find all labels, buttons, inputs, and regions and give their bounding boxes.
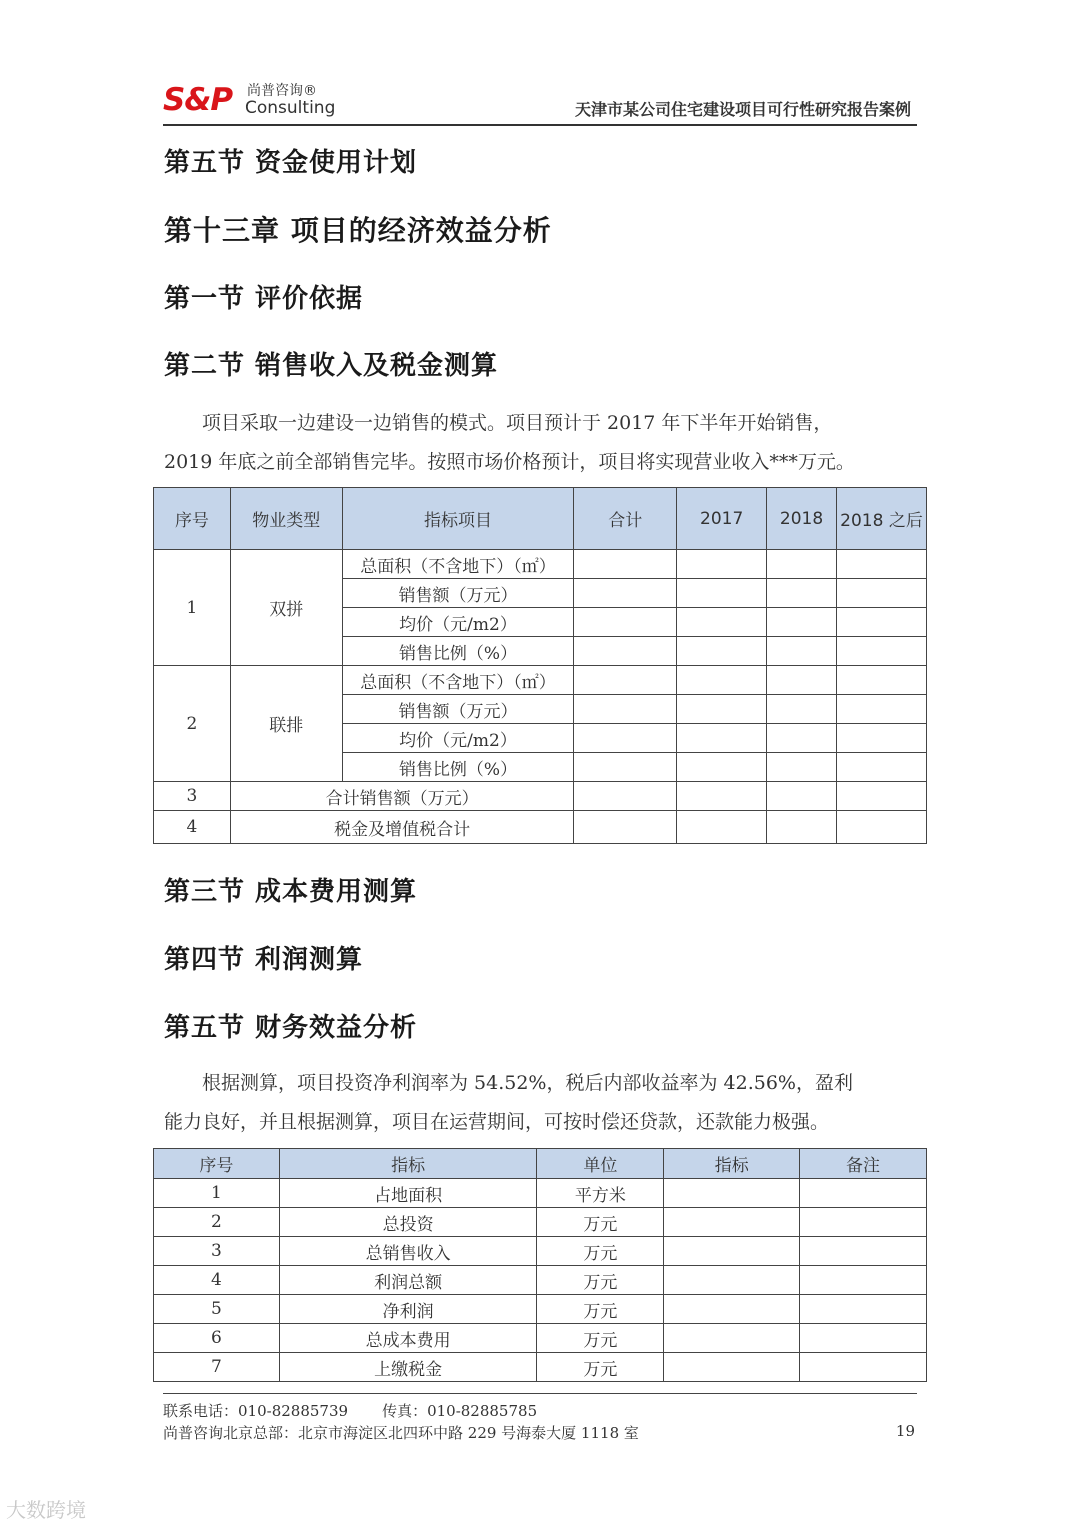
table-row [154,811,927,844]
indicator-item: 均价（元/m2） [342,724,574,753]
value-cell [574,695,677,724]
summary-label: 税金及增值税合计 [230,811,573,844]
document-title: 天津市某公司住宅建设项目可行性研究报告案例 [574,100,911,119]
row-number: 4 [154,1266,280,1295]
page-footer [163,1393,917,1442]
paragraph-line: 能力良好，并且根据测算，项目在运营期间，可按时偿还贷款，还款能力极强。 [164,1111,830,1133]
table-header-cell: 2018 之后 [837,488,927,550]
indicator-item: 总面积（不含地下）（㎡） [342,550,574,579]
indicator-item: 总面积（不含地下）（㎡） [342,666,574,695]
note-cell [800,1208,927,1237]
paragraph-line: 项目采取一边建设一边销售的模式。项目预计于 2017 年下半年开始销售， [202,412,833,434]
chapter-heading: 第十三章 项目的经济效益分析 [164,214,552,247]
value-cell [677,724,767,753]
indicator-name: 总成本费用 [279,1324,537,1353]
value-cell [574,724,677,753]
value-cell [574,782,677,811]
value-cell [664,1208,800,1237]
table-row [154,1324,927,1353]
value-cell [677,579,767,608]
table-row [154,1295,927,1324]
row-number: 3 [154,1237,280,1266]
table-row [154,1353,927,1382]
table-header-cell: 指标 [664,1149,800,1179]
unit: 万元 [537,1353,664,1382]
indicator-item: 销售比例（%） [342,753,574,782]
table-row [154,1266,927,1295]
value-cell [574,637,677,666]
indicator-name: 总投资 [279,1208,537,1237]
value-cell [664,1324,800,1353]
table-header-row [154,488,927,550]
table-row [154,550,927,579]
row-number: 4 [154,811,231,844]
row-number: 2 [154,666,231,782]
value-cell [767,782,837,811]
value-cell [664,1353,800,1382]
value-cell [677,811,767,844]
value-cell [767,550,837,579]
note-cell [800,1353,927,1382]
unit: 万元 [537,1295,664,1324]
indicator-name: 上缴税金 [279,1353,537,1382]
value-cell [574,753,677,782]
sales-paragraph [164,404,918,482]
value-cell [677,753,767,782]
value-cell [574,666,677,695]
note-cell [800,1179,927,1208]
table-row [154,1179,927,1208]
unit: 万元 [537,1237,664,1266]
indicator-name: 占地面积 [279,1179,537,1208]
section-heading-fund-plan: 第五节 资金使用计划 [164,148,418,178]
value-cell [664,1266,800,1295]
table-header-cell: 序号 [154,488,231,550]
note-cell [800,1295,927,1324]
row-number: 6 [154,1324,280,1353]
row-number: 3 [154,782,231,811]
row-number: 1 [154,550,231,666]
logo-mark: S&P [163,82,233,118]
value-cell [837,666,927,695]
value-cell [574,811,677,844]
table-header-cell: 指标 [279,1149,537,1179]
value-cell [677,666,767,695]
table-header-cell: 2018 [767,488,837,550]
footer-phone: 联系电话：010-82885739 [163,1402,349,1420]
value-cell [767,695,837,724]
value-cell [837,724,927,753]
note-cell [800,1324,927,1353]
footer-address: 尚普咨询北京总部：北京市海淀区北四环中路 229 号海泰大厦 1118 室 [163,1424,639,1442]
value-cell [837,811,927,844]
indicator-item: 销售额（万元） [342,579,574,608]
table-header-cell: 指标项目 [342,488,574,550]
value-cell [574,579,677,608]
financial-paragraph [164,1064,918,1142]
property-type: 双拼 [230,550,342,666]
row-number: 7 [154,1353,280,1382]
paragraph-line: 2019 年底之前全部销售完毕。按照市场价格预计，项目将实现营业收入***万元。 [164,451,855,473]
table-header-row [154,1149,927,1179]
value-cell [664,1179,800,1208]
value-cell [837,637,927,666]
value-cell [767,579,837,608]
value-cell [677,695,767,724]
row-number: 1 [154,1179,280,1208]
indicator-item: 均价（元/m2） [342,608,574,637]
footer-contact [163,1400,537,1421]
sales-table [153,487,927,844]
value-cell [837,579,927,608]
section-heading-financial: 第五节 财务效益分析 [164,1013,418,1043]
value-cell [664,1295,800,1324]
footer-fax: 传真：010-82885785 [382,1402,538,1420]
section-heading-sales: 第二节 销售收入及税金测算 [164,351,499,381]
section-heading-profit: 第四节 利润测算 [164,945,364,975]
table-row [154,1237,927,1266]
value-cell [677,637,767,666]
watermark: 大数跨境 [6,1498,86,1522]
section-heading-basis: 第一节 评价依据 [164,284,364,314]
value-cell [767,637,837,666]
value-cell [767,753,837,782]
table-header-cell: 备注 [800,1149,927,1179]
paragraph-line: 根据测算，项目投资净利润率为 54.52%，税后内部收益率为 42.56%，盈利 [202,1072,853,1094]
value-cell [574,608,677,637]
indicator-name: 利润总额 [279,1266,537,1295]
indicator-item: 销售比例（%） [342,637,574,666]
indicator-name: 总销售收入 [279,1237,537,1266]
table-header-cell: 合计 [574,488,677,550]
value-cell [767,608,837,637]
property-type: 联排 [230,666,342,782]
financial-indicators-table [153,1148,927,1382]
table-row [154,782,927,811]
value-cell [767,724,837,753]
summary-label: 合计销售额（万元） [230,782,573,811]
value-cell [677,782,767,811]
value-cell [677,550,767,579]
logo-cn-text: 尚普咨询® [247,83,317,99]
note-cell [800,1266,927,1295]
value-cell [837,550,927,579]
table-row [154,1208,927,1237]
logo-en-text: Consulting [245,98,336,118]
value-cell [574,550,677,579]
value-cell [664,1237,800,1266]
note-cell [800,1237,927,1266]
section-heading-cost: 第三节 成本费用测算 [164,877,418,907]
row-number: 5 [154,1295,280,1324]
table-row [154,666,927,695]
page-number: 19 [895,1422,915,1440]
table-header-cell: 单位 [537,1149,664,1179]
value-cell [677,608,767,637]
indicator-name: 净利润 [279,1295,537,1324]
value-cell [837,608,927,637]
unit: 平方米 [537,1179,664,1208]
table-header-cell: 序号 [154,1149,280,1179]
row-number: 2 [154,1208,280,1237]
unit: 万元 [537,1208,664,1237]
page-header [163,74,917,126]
value-cell [837,695,927,724]
table-header-cell: 物业类型 [230,488,342,550]
value-cell [767,811,837,844]
value-cell [837,753,927,782]
value-cell [837,782,927,811]
unit: 万元 [537,1324,664,1353]
unit: 万元 [537,1266,664,1295]
indicator-item: 销售额（万元） [342,695,574,724]
value-cell [767,666,837,695]
table-header-cell: 2017 [677,488,767,550]
